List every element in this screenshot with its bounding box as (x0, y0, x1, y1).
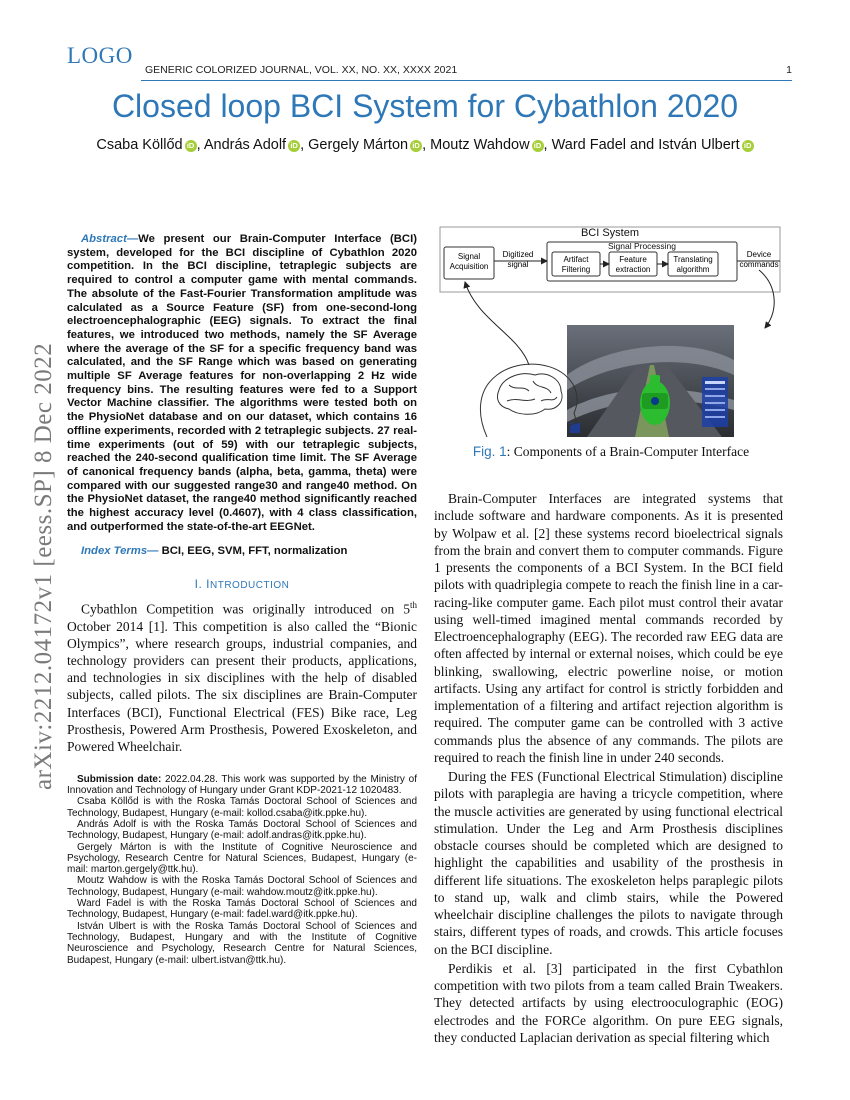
footnote-submission (67, 774, 417, 797)
abstract (67, 233, 417, 534)
feature-label-1: Feature (619, 255, 647, 264)
orcid-icon[interactable]: iD (742, 140, 754, 152)
author-separator: , (300, 137, 309, 153)
section-heading (67, 577, 417, 591)
figure-caption (437, 444, 785, 460)
artifact-label-2: Filtering (561, 265, 591, 274)
abstract-dash: — (126, 233, 139, 245)
running-head: GENERIC COLORIZED JOURNAL, VOL. XX, NO. XX, XXXX 2021 (145, 64, 458, 76)
superscript: th (409, 600, 417, 611)
orcid-icon[interactable]: iD (288, 140, 300, 152)
submission-label: Submission date: (77, 773, 162, 785)
digitized-label-1: Digitized (502, 250, 534, 259)
orcid-icon[interactable]: iD (410, 140, 422, 152)
author-name: Gergely Márton (308, 137, 409, 153)
game-screenshot (567, 325, 734, 437)
device-label-2: commands (739, 260, 779, 269)
index-terms-text: BCI, EEG, SVM, FFT, normalization (161, 545, 348, 558)
figure-1 (437, 225, 785, 440)
author-separator: , (196, 137, 204, 153)
paper-title: Closed loop BCI System for Cybathlon 2020 (111, 88, 739, 124)
feature-label-2: extraction (615, 265, 651, 274)
abstract-label: Abstract (81, 233, 127, 245)
footnote-affiliation: Moutz Wahdow is with the Roska Tamás Doctoral School of Sciences and Technology, Budapest, Hungary (e-mail: wahdow.moutz@itk.ppke.hu). (67, 875, 417, 898)
intro-text-cont: October 2014 [1]. This competition is also called the “Bionic Olympics”, where research groups, industrial companies, and technology providers can present their products, applications, and technologies in six disciplines with the help of disabled subjects, called pilots. The six disciplines are Brain-Computer Interfaces (BCI), Functional Electrical (FES) Bike race, Leg Prosthesis, Powered Arm Prosthesis, Powered Exoskeleton, and Powered Wheelchair. (67, 619, 417, 754)
body-paragraph: During the FES (Functional Electrical Stimulation) discipline pilots with paraplegia are having a tricycle competition, where the muscle activities are generated by using functional electrical stimulation. Under the Leg and Arm Prosthesis disciplines obstacle courses should be completed which are designed to highlight the capabilities and usability of the prosthesis in different life situations. The exoskeleton helps paraplegic pilots to stand up, walk and climb stairs, while the Powered wheelchair discipline challenges the pilots to navigate through stairs, different types of roads, and crowds. This article focuses on the BCI discipline. (434, 769, 783, 957)
intro-paragraph (67, 597, 417, 754)
header-rule (141, 80, 792, 81)
head-brain-icon (480, 364, 577, 437)
bci-diagram (437, 225, 785, 440)
author-list (0, 137, 850, 153)
acquisition-label-2: Acquisition (449, 262, 489, 271)
footnotes (67, 774, 417, 966)
author-separator: , (422, 137, 431, 153)
digitized-label-2: signal (507, 260, 529, 269)
section-title-initial: I (206, 577, 210, 592)
orcid-icon[interactable]: iD (532, 140, 544, 152)
footnote-affiliation: Csaba Köllőd is with the Roska Tamás Doctoral School of Sciences and Technology, Budapest, Hungary (e-mail: kollod.csaba@itk.ppke.hu). (67, 796, 417, 819)
translating-label-1: Translating (673, 255, 713, 264)
footnote-affiliation: István Ulbert is with the Roska Tamás Doctoral School of Sciences and Technology, Budapest, Hungary and with the Institute of Cognitive Neuroscience and Psychology, Research Centre for Natural Sciences, Budapest, Hungary (e-mail: ulbert.istvan@ttk.hu). (67, 920, 417, 966)
index-terms-label: Index Terms (81, 545, 148, 558)
author-name: Ward Fadel and István Ulbert (551, 137, 740, 153)
index-terms (67, 544, 417, 558)
arxiv-stamp: arXiv:2212.04172v1 [eess.SP] 8 Dec 2022 (30, 342, 57, 790)
journal-logo: LOGO (67, 43, 133, 68)
footnote-affiliation: Ward Fadel is with the Roska Tamás Doctoral School of Sciences and Technology, Budapest, Hungary (e-mail: fadel.ward@itk.ppke.hu). (67, 898, 417, 921)
device-label-1: Device (746, 250, 772, 259)
processing-title: Signal Processing (607, 241, 677, 251)
author-name: Csaba Köllőd (96, 137, 183, 153)
author-name: Moutz Wahdow (430, 137, 530, 153)
footnote-affiliation: Gergely Márton is with the Institute of Cognitive Neuroscience and Psychology, Research Centre for Natural Sciences, Budapest, Hungary (e-mail: marton.gergely@ttk.hu). (67, 841, 417, 876)
orcid-icon[interactable]: iD (185, 140, 197, 152)
caption-text: : Components of a Brain-Computer Interface (506, 444, 750, 459)
figure-label[interactable]: Fig. 1 (472, 444, 507, 459)
abstract-text: We present our Brain-Computer Interface (BCI) system, developed for the BCI discipline of Cybathlon 2020 competition. In the BCI discipline, tetraplegic subjects are required to control a computer game with mental commands. The absolute of the Fast-Fourier Transformation amplitude was calculated as a Source Feature (SF) from one-second-long electroencephalographic (EEG) signals. To extract the final features, we introduced two methods, namely the SF Average where the average of the SF for a specific frequency band was calculated, and the SF Range which was based on generating multiple SF Average features for non-overlapping 2 Hz wide frequency bins. The resulting features were fed to a Support Vector Machine classifier. The algorithms were tested both on the PhysioNet database and on our dataset, which contains 16 offline experiments, recorded with 2 tetraplegic subjects. 27 real-time experiments (out of 59) with our tetraplegic subjects, reached the 240-second qualification time limit. The SF Average of canonical frequency bands (alpha, beta, gamma, theta) were compared with our suggested range30 and range40 method. On the PhysioNet dataset, the range40 method significantly reached the highest accuracy level (0.4607), with 4 class classification, and outperformed the state-of-the-art EEGNet. (67, 233, 417, 533)
left-column (67, 233, 417, 966)
right-column (434, 490, 783, 1046)
system-title: BCI System (580, 227, 640, 239)
index-terms-dash: — (147, 545, 159, 558)
body-paragraph: Brain-Computer Interfaces are integrated systems that include software and hardware components. As it is presented by Wolpaw et al. [2] these systems record bioelectrical signals from the brain and convert them to computer commands. Figure 1 presents the components of a BCI System. In the BCI field pilots with quadriplegia compete to reach the finish line in a car-racing-like computer game. Each pilot must control their avatar using well-timed imagined mental commands recorded by Electroencephalography (EEG). The recorded raw EEG data are often affected by internal or external noises, which could be eye blinking, swallowing, electric powerline noise, or motion artifacts. Using any artifact for control is strictly forbidden and implementation of a filtering and artifact rejection algorithm is required. The computer game can be controlled with 3 active commands plus the absence of any commands. The pilots are required to reach the finish line in under 240 seconds. (434, 491, 783, 765)
footnote-affiliation: András Adolf is with the Roska Tamás Doctoral School of Sciences and Technology, Budapest, Hungary (e-mail: adolf.andras@itk.ppke.hu). (67, 819, 417, 842)
translating-label-2: algorithm (676, 265, 710, 274)
acquisition-label-1: Signal (457, 252, 481, 261)
section-title-rest: NTRODUCTION (209, 580, 290, 592)
page-number: 1 (786, 64, 792, 76)
arrow-brain-to-acquisition (465, 282, 529, 365)
section-number: I. (194, 577, 203, 592)
body-paragraph: Perdikis et al. [3] participated in the first Cybathlon competition with two pilots from a team called Brain Tweakers. They detected artifacts by using electrooculographic (EOG) electrodes and the FORCe algorithm. On pure EEG signals, they conducted Laplacian derivation as special filtering which (434, 960, 783, 1045)
artifact-label-1: Artifact (563, 255, 589, 264)
submission-text: 2022.04.28. This work was supported by the Ministry of Innovation and Technology of Hungary under Grant KDP-2021-12 1020483. (67, 773, 417, 797)
intro-text: Cybathlon Competition was originally introduced on 5 (81, 601, 410, 617)
author-name: András Adolf (203, 137, 287, 153)
author-separator: , (543, 137, 552, 153)
